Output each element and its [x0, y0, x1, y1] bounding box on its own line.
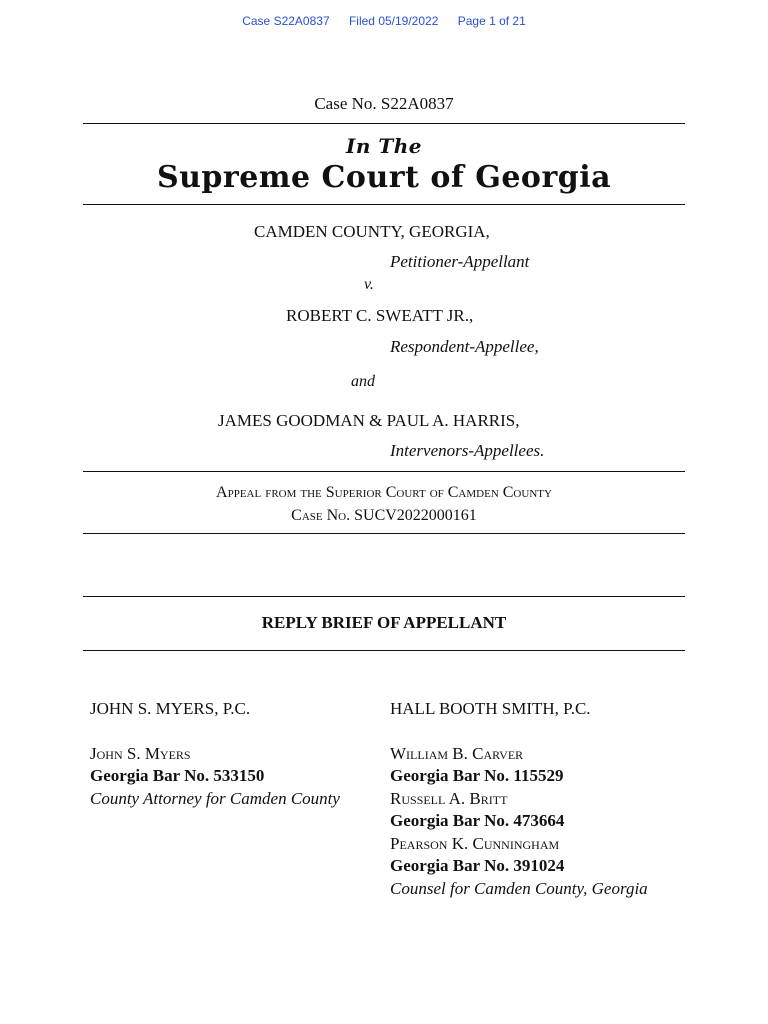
filing-date: Filed 05/19/2022	[348, 14, 439, 28]
attorney-name: Pearson K. Cunningham	[390, 833, 560, 853]
attorney-bar-number: Georgia Bar No. 473664	[390, 811, 565, 830]
rule-appeal-top	[83, 471, 685, 472]
filing-case: Case S22A0837	[242, 14, 330, 28]
lower-case-prefix: Case No.	[291, 507, 351, 524]
filing-page: Page 1 of 21	[457, 14, 526, 28]
right-counsel-role: Counsel for Camden County, Georgia	[390, 878, 648, 898]
attorney-bar-number: Georgia Bar No. 391024	[390, 856, 565, 875]
appeal-info	[0, 481, 768, 527]
rule-appeal-bottom	[83, 533, 685, 534]
lower-court-case	[0, 504, 768, 527]
versus: v.	[364, 276, 374, 293]
court-name: Supreme Court of Georgia	[156, 160, 612, 195]
and-conjunction: and	[351, 373, 375, 390]
in-the-heading: In The	[345, 134, 422, 158]
party-1-name: CAMDEN COUNTY, GEORGIA,	[254, 222, 490, 241]
party-3-role: Intervenors-Appellees.	[390, 441, 545, 460]
attorney-bar-number: Georgia Bar No. 115529	[390, 766, 564, 785]
appeal-line: Appeal from the Superior Court of Camden County	[216, 484, 552, 501]
attorney-name: William B. Carver	[390, 743, 524, 763]
party-2-role: Respondent-Appellee,	[390, 337, 539, 356]
attorney-name: John S. Myers	[90, 743, 191, 763]
left-counsel-role: County Attorney for Camden County	[90, 788, 340, 808]
left-firm-name: JOHN S. MYERS, P.C.	[90, 699, 251, 718]
lower-case-number: SUCV2022000161	[354, 507, 477, 524]
left-counsel-block	[90, 698, 340, 810]
party-3-name: JAMES GOODMAN & PAUL A. HARRIS,	[218, 411, 520, 430]
right-counsel-block	[390, 698, 648, 900]
attorney-bar-number: Georgia Bar No. 533150	[90, 766, 265, 785]
party-2-name: ROBERT C. SWEATT JR.,	[286, 306, 474, 325]
rule-court	[83, 204, 685, 205]
rule-title-top	[83, 596, 685, 597]
case-number: Case No. S22A0837	[314, 94, 454, 113]
brief-title: REPLY BRIEF OF APPELLANT	[261, 613, 507, 632]
party-1-role: Petitioner-Appellant	[390, 252, 530, 271]
rule-top	[83, 123, 685, 124]
rule-title-bottom	[83, 650, 685, 651]
right-firm-name: HALL BOOTH SMITH, P.C.	[390, 699, 591, 718]
attorney-name: Russell A. Britt	[390, 788, 508, 808]
filing-stamp	[0, 14, 768, 28]
